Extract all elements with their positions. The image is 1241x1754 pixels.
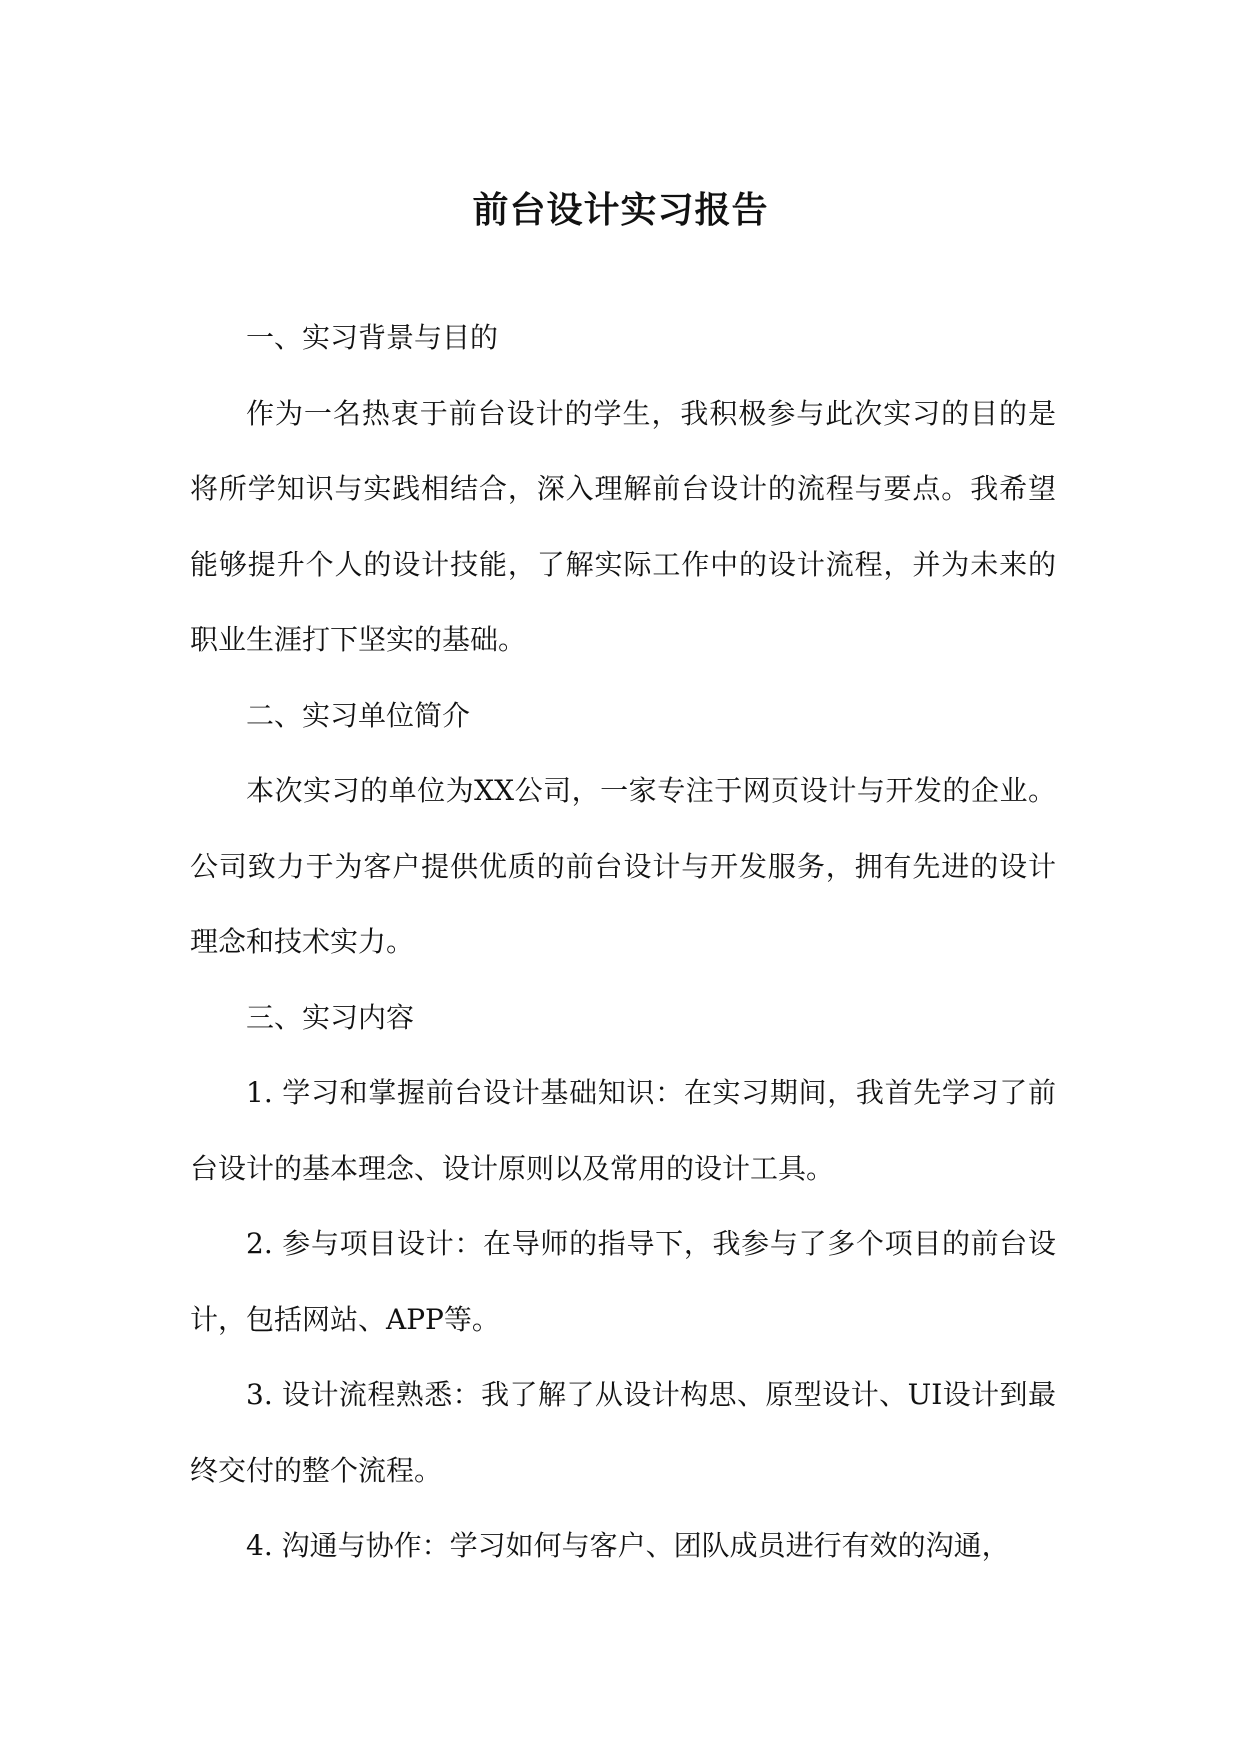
section-heading-content: 三、实习内容: [246, 1000, 415, 1034]
list-item-basics: 1. 学习和掌握前台设计基础知识：在实习期间，我首先学习了前台设计的基本理念、设计原则以及常用的设计工具。: [190, 1076, 1056, 1185]
paragraph-background: 作为一名热衷于前台设计的学生，我积极参与此次实习的目的是将所学知识与实践相结合，深入理解前台设计的流程与要点。我希望能够提升个人的设计技能，了解实际工作中的设计流程，并为未来的职业生涯打下坚实的基础。: [190, 396, 1056, 656]
section-heading-company: 二、实习单位简介: [246, 698, 471, 732]
document-title: 前台设计实习报告: [472, 189, 769, 231]
section-heading-background: 一、实习背景与目的: [246, 321, 499, 354]
document-body: [190, 300, 1056, 1584]
list-item-communication: 4. 沟通与协作：学习如何与客户、团队成员进行有效的沟通，: [246, 1529, 1010, 1562]
list-item-process: 3. 设计流程熟悉：我了解了从设计构思、原型设计、UI设计到最终交付的整个流程。: [190, 1378, 1056, 1487]
paragraph-company: 本次实习的单位为XX公司，一家专注于网页设计与开发的企业。公司致力于为客户提供优质的前台设计与开发服务，拥有先进的设计理念和技术实力。: [190, 774, 1056, 958]
list-item-projects: 2. 参与项目设计：在导师的指导下，我参与了多个项目的前台设计，包括网站、APP等。: [190, 1227, 1056, 1336]
